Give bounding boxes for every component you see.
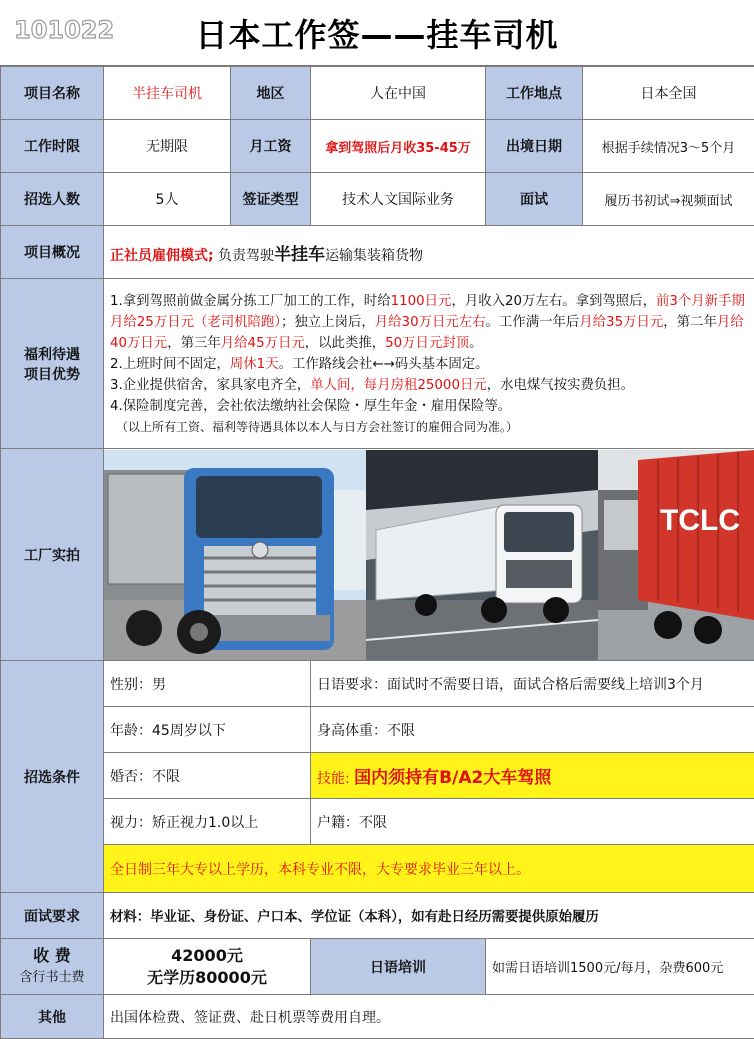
benefit-3-red: 单人间，每月房租25000日元 xyxy=(310,378,487,393)
value-overview xyxy=(104,226,754,279)
label-work-term: 工作时限 xyxy=(1,120,104,173)
benefit-1-text: ；独立上岗后， xyxy=(281,315,375,330)
benefit-item-3 xyxy=(110,375,748,396)
fee-amount-2: 无学历80000元 xyxy=(106,967,308,989)
row-factory xyxy=(1,449,754,661)
label-region: 地区 xyxy=(231,67,311,120)
benefit-1-text: 。 xyxy=(469,336,482,351)
photo-red-container xyxy=(598,450,754,660)
benefit-2-text: 2.上班时间不固定， xyxy=(110,357,230,372)
benefit-1-red: 月给30万日元左右 xyxy=(375,315,486,330)
value-fee xyxy=(104,939,311,995)
label-visa-type: 签证类型 xyxy=(231,173,311,226)
value-work-term: 无期限 xyxy=(104,120,231,173)
benefit-1-red: 月给40万日元 xyxy=(110,315,744,351)
benefit-item-4: 4.保险制度完善，会社依法缴纳社会保险・厚生年金・雇用保险等。 xyxy=(110,396,748,417)
label-fee-2: 含行书士费 xyxy=(19,970,84,985)
label-interview: 面试 xyxy=(486,173,583,226)
label-work-location: 工作地点 xyxy=(486,67,583,120)
job-code: 101022 xyxy=(14,16,114,44)
fee-amount-1: 42000元 xyxy=(106,945,308,967)
overview-vehicle: 半挂车 xyxy=(274,245,325,265)
req-gender: 性别：男 xyxy=(104,661,311,707)
req-skill-label: 技能: xyxy=(317,771,350,787)
container-logo-text: TCLC xyxy=(660,504,740,537)
req-skill xyxy=(311,753,754,799)
benefit-1-text: ，第二年 xyxy=(663,315,717,330)
benefit-2-text: 。工作路线会社←→码头基本固定。 xyxy=(279,357,489,372)
row-fee xyxy=(1,939,754,995)
benefit-3-text: ，水电煤气按实费负担。 xyxy=(487,378,634,393)
label-jp-training: 日语培训 xyxy=(311,939,486,995)
req-hukou: 户籍：不限 xyxy=(311,799,754,845)
row-req-5 xyxy=(1,845,754,893)
req-height-weight: 身高体重：不限 xyxy=(311,707,754,753)
overview-mode: 正社员雇佣模式; xyxy=(110,248,214,264)
req-marriage: 婚否：不限 xyxy=(104,753,311,799)
row-req-3 xyxy=(1,753,754,799)
benefit-1-text: 1.拿到驾照前做金属分拣工厂加工的工作，时给 xyxy=(110,294,391,309)
label-project-name: 项目名称 xyxy=(1,67,104,120)
row-term xyxy=(1,120,754,173)
label-factory-photos: 工厂实拍 xyxy=(1,449,104,661)
row-other xyxy=(1,995,754,1039)
row-overview xyxy=(1,226,754,279)
overview-text-2: 运输集装箱货物 xyxy=(325,248,423,264)
benefit-1-red: 50万日元封顶 xyxy=(385,336,469,351)
row-req-1 xyxy=(1,661,754,707)
req-japanese: 日语要求：面试时不需要日语，面试合格后需要线上培训3个月 xyxy=(311,661,754,707)
value-benefits xyxy=(104,279,754,449)
req-age: 年龄：45周岁以下 xyxy=(104,707,311,753)
value-interview: 履历书初试⇒视频面试 xyxy=(583,173,754,226)
value-visa-type: 技术人文国际业务 xyxy=(311,173,486,226)
page-title: 日本工作签——挂车司机 xyxy=(195,10,558,56)
photo-blue-truck xyxy=(104,450,366,660)
factory-photos xyxy=(104,449,754,661)
row-recruit xyxy=(1,173,754,226)
value-headcount: 5人 xyxy=(104,173,231,226)
header xyxy=(0,0,754,66)
benefit-1-text: 。工作满一年后 xyxy=(486,315,580,330)
benefit-1-red: 1100日元 xyxy=(391,294,452,309)
benefit-1-red: 月给45万日元 xyxy=(221,336,305,351)
benefit-1-text: ，以此类推， xyxy=(305,336,385,351)
row-benefits xyxy=(1,279,754,449)
row-req-2 xyxy=(1,707,754,753)
label-benefits xyxy=(1,279,104,449)
label-overview: 项目概况 xyxy=(1,226,104,279)
blue-truck-image xyxy=(104,450,366,660)
benefit-3-text: 3.企业提供宿舍，家具家电齐全， xyxy=(110,378,310,393)
value-region: 人在中国 xyxy=(311,67,486,120)
benefit-item-1 xyxy=(110,291,748,354)
label-departure-date: 出境日期 xyxy=(486,120,583,173)
red-container-image xyxy=(598,450,754,660)
value-monthly-salary: 拿到驾照后月收35-45万 xyxy=(311,120,486,173)
req-skill-value: 国内须持有B/A2大车驾照 xyxy=(354,768,551,788)
label-benefits-2: 项目优势 xyxy=(3,364,101,384)
label-fee xyxy=(1,939,104,995)
label-monthly-salary: 月工资 xyxy=(231,120,311,173)
label-benefits-1: 福利待遇 xyxy=(3,344,101,364)
benefit-note: （以上所有工资、福利等待遇具体以本人与日方会社签订的雇佣合同为准。） xyxy=(110,417,748,438)
req-vision: 视力：矫正视力1.0以上 xyxy=(104,799,311,845)
benefit-1-red: 前3个月新手期月给25万日元（老司机陪跑） xyxy=(110,294,745,330)
job-table xyxy=(0,66,754,1039)
benefit-1-text: ，月收入20万左右。拿到驾照后， xyxy=(451,294,656,309)
white-truck-image xyxy=(366,450,598,660)
row-interview xyxy=(1,893,754,939)
benefit-2-red: 周休1天 xyxy=(230,357,279,372)
benefit-item-2 xyxy=(110,354,748,375)
label-fee-1: 收 费 xyxy=(3,946,101,966)
benefit-1-text: ，第三年 xyxy=(167,336,221,351)
overview-text-1: 负责驾驶 xyxy=(214,248,274,264)
label-interview-materials: 面试要求 xyxy=(1,893,104,939)
value-project-name: 半挂车司机 xyxy=(104,67,231,120)
photo-white-truck xyxy=(366,450,598,660)
row-project xyxy=(1,67,754,120)
value-work-location: 日本全国 xyxy=(583,67,754,120)
label-headcount: 招选人数 xyxy=(1,173,104,226)
label-requirements: 招选条件 xyxy=(1,661,104,893)
req-education: 全日制三年大专以上学历，本科专业不限，大专要求毕业三年以上。 xyxy=(104,845,754,893)
label-other: 其他 xyxy=(1,995,104,1039)
value-interview-materials: 材料：毕业证、身份证、户口本、学位证（本科），如有赴日经历需要提供原始履历 xyxy=(104,893,754,939)
photo-strip xyxy=(104,450,754,660)
value-departure-date: 根据手续情况3～5个月 xyxy=(583,120,754,173)
value-jp-training: 如需日语培训1500元/每月，杂费600元 xyxy=(486,939,754,995)
value-other: 出国体检费、签证费、赴日机票等费用自理。 xyxy=(104,995,754,1039)
label-fee-2-wrap xyxy=(3,966,101,988)
benefit-1-red: 月给35万日元 xyxy=(579,315,663,330)
row-req-4 xyxy=(1,799,754,845)
